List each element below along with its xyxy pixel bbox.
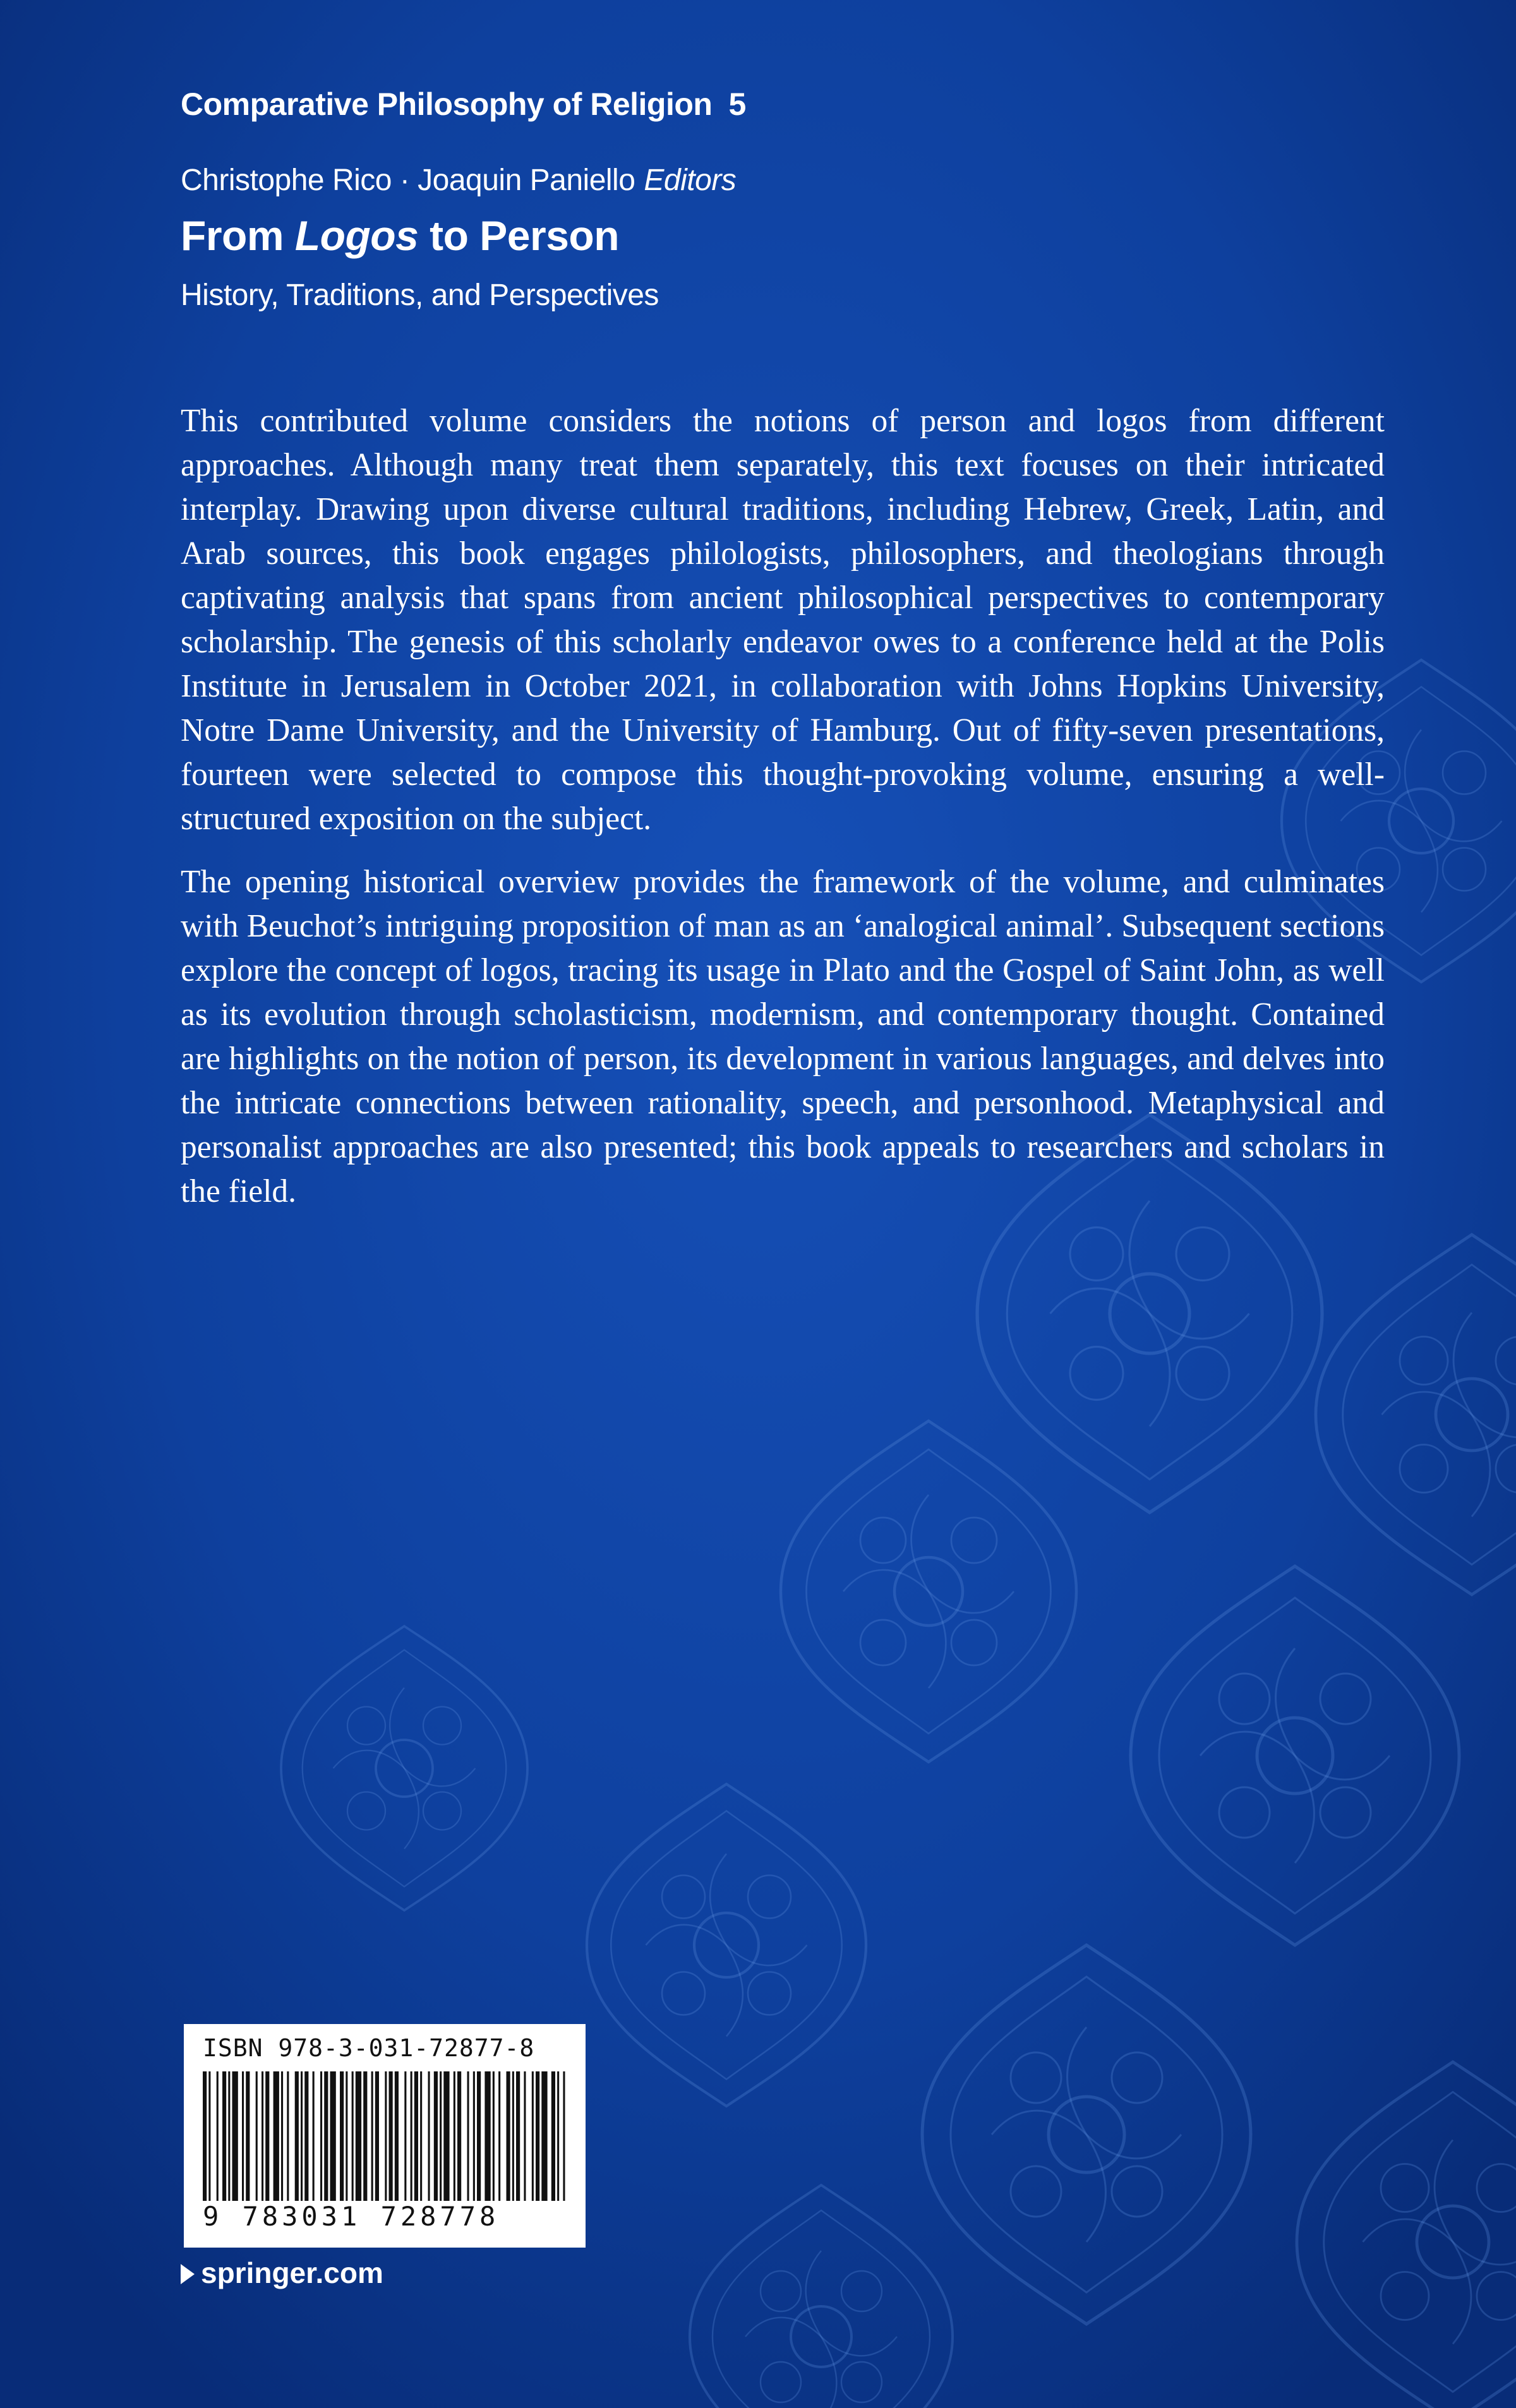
barcode-bar [304,2071,308,2201]
barcode-bar [281,2071,283,2201]
barcode-bar [256,2071,258,2201]
blurb-paragraph-2: The opening historical overview provides the framework of the volume, and culminates with Beuchot’s intriguing proposition of man as an ‘analogical animal’. Subsequent sections explore the concept of logos, tracing its usage in Plato and the Gospel of Saint John, as well as its evolution through scholasticism, modernism, and contemporary thought. Contained are highlights on the notion of person, its development in various languages, and delves into the intricate connections between rationality, speech, and personhood. Metaphysical and personalist approaches are also presented; this book appeals to researchers and scholars in the field. [181,864,1385,1209]
title-part-1: From [181,212,295,259]
barcode-bar [301,2071,303,2201]
book-subtitle: History, Traditions, and Perspectives [181,279,659,312]
series-number: 5 [728,87,746,122]
editor-names: Christophe Rico · Joaquin Paniello [181,164,635,197]
barcode-bar [262,2071,263,2201]
barcode-bar [507,2071,510,2201]
barcode-bar [274,2071,279,2201]
barcode-bar [330,2071,336,2201]
barcode-bar [493,2071,495,2201]
barcode-bar [395,2071,399,2201]
barcode-bar [484,2071,490,2201]
barcode-bar [524,2071,526,2201]
editors-line [181,163,736,198]
barcode-bar [375,2071,379,2201]
barcode-bar [346,2071,347,2201]
barcode-bar [385,2071,387,2201]
barcode-bar [536,2071,539,2201]
barcode-bar [208,2071,210,2201]
barcode-bar [356,2071,361,2201]
barcode-bar [389,2071,393,2201]
barcode-bar [414,2071,418,2201]
barcode-bar [457,2071,461,2201]
barcode-bar [541,2071,547,2201]
barcode-bar [473,2071,475,2201]
barcode-bar [454,2071,455,2201]
barcode-digits: 9 783031 728778 [203,2201,500,2232]
barcode-bar [242,2071,244,2201]
barcode-bar [428,2071,430,2201]
barcode-bar [287,2071,289,2201]
publisher-link[interactable] [181,2256,383,2290]
blurb [181,399,1385,1214]
barcode-bar [420,2071,422,2201]
barcode-bar [320,2071,322,2201]
barcode-bar [222,2071,226,2201]
isbn-barcode [184,2024,586,2248]
barcode-bar [477,2071,481,2201]
barcode-bars [203,2071,567,2201]
barcode-bar [411,2071,412,2201]
barcode-bar [340,2071,344,2201]
barcode-bar [313,2071,315,2201]
barcode-bar [324,2071,328,2201]
barcode-bar [551,2071,555,2201]
barcode-bar [371,2071,373,2201]
barcode-bar [246,2071,250,2201]
barcode-bar [232,2071,238,2201]
barcode-bar [516,2071,520,2201]
barcode-bar [352,2071,354,2201]
barcode-bar [203,2071,207,2201]
barcode-bar [217,2071,219,2201]
barcode-bar [557,2071,559,2201]
barcode-bar [443,2071,449,2201]
isbn-number: ISBN 978-3-031-72877-8 [203,2034,535,2062]
barcode-bar [363,2071,367,2201]
barcode-bar [434,2071,438,2201]
book-title [181,212,619,260]
barcode-bar [265,2071,269,2201]
barcode-bar [440,2071,442,2201]
barcode-bar [228,2071,230,2201]
blurb-paragraph-1: This contributed volume considers the notions of person and logos from different approaches. Although many treat them separately, this text focuses on their intricated interplay. Drawing upon diverse cultural traditions, including Hebrew, Greek, Latin, and Arab sources, this book engages philologists, philosophers, and theologians through captivating analysis that spans from ancient philosophical perspectives to contemporary scholarship. The genesis of this scholarly endeavor owes to a conference held at the Polis Institute in Jerusalem in October 2021, in collaboration with Johns Hopkins University, Notre Dame University, and the University of Hamburg. Out of fifty-seven presentations, fourteen were selected to compose this thought-provoking volume, ensuring a well-structured exposition on the subject. [181,403,1385,837]
publisher-link-text: springer.com [201,2256,383,2289]
arrow-right-icon [181,2264,195,2284]
barcode-bar [512,2071,514,2201]
barcode-bar [532,2071,534,2201]
series-name: Comparative Philosophy of Religion [181,87,713,122]
title-part-2: to Person [418,212,620,259]
barcode-bar [404,2071,406,2201]
series-heading [181,86,746,123]
barcode-bar [467,2071,469,2201]
title-italic-word: Logos [294,212,419,259]
editors-role: Editors [644,164,737,197]
barcode-bar [563,2071,565,2201]
barcode-bar [295,2071,299,2201]
barcode-bar [498,2071,500,2201]
